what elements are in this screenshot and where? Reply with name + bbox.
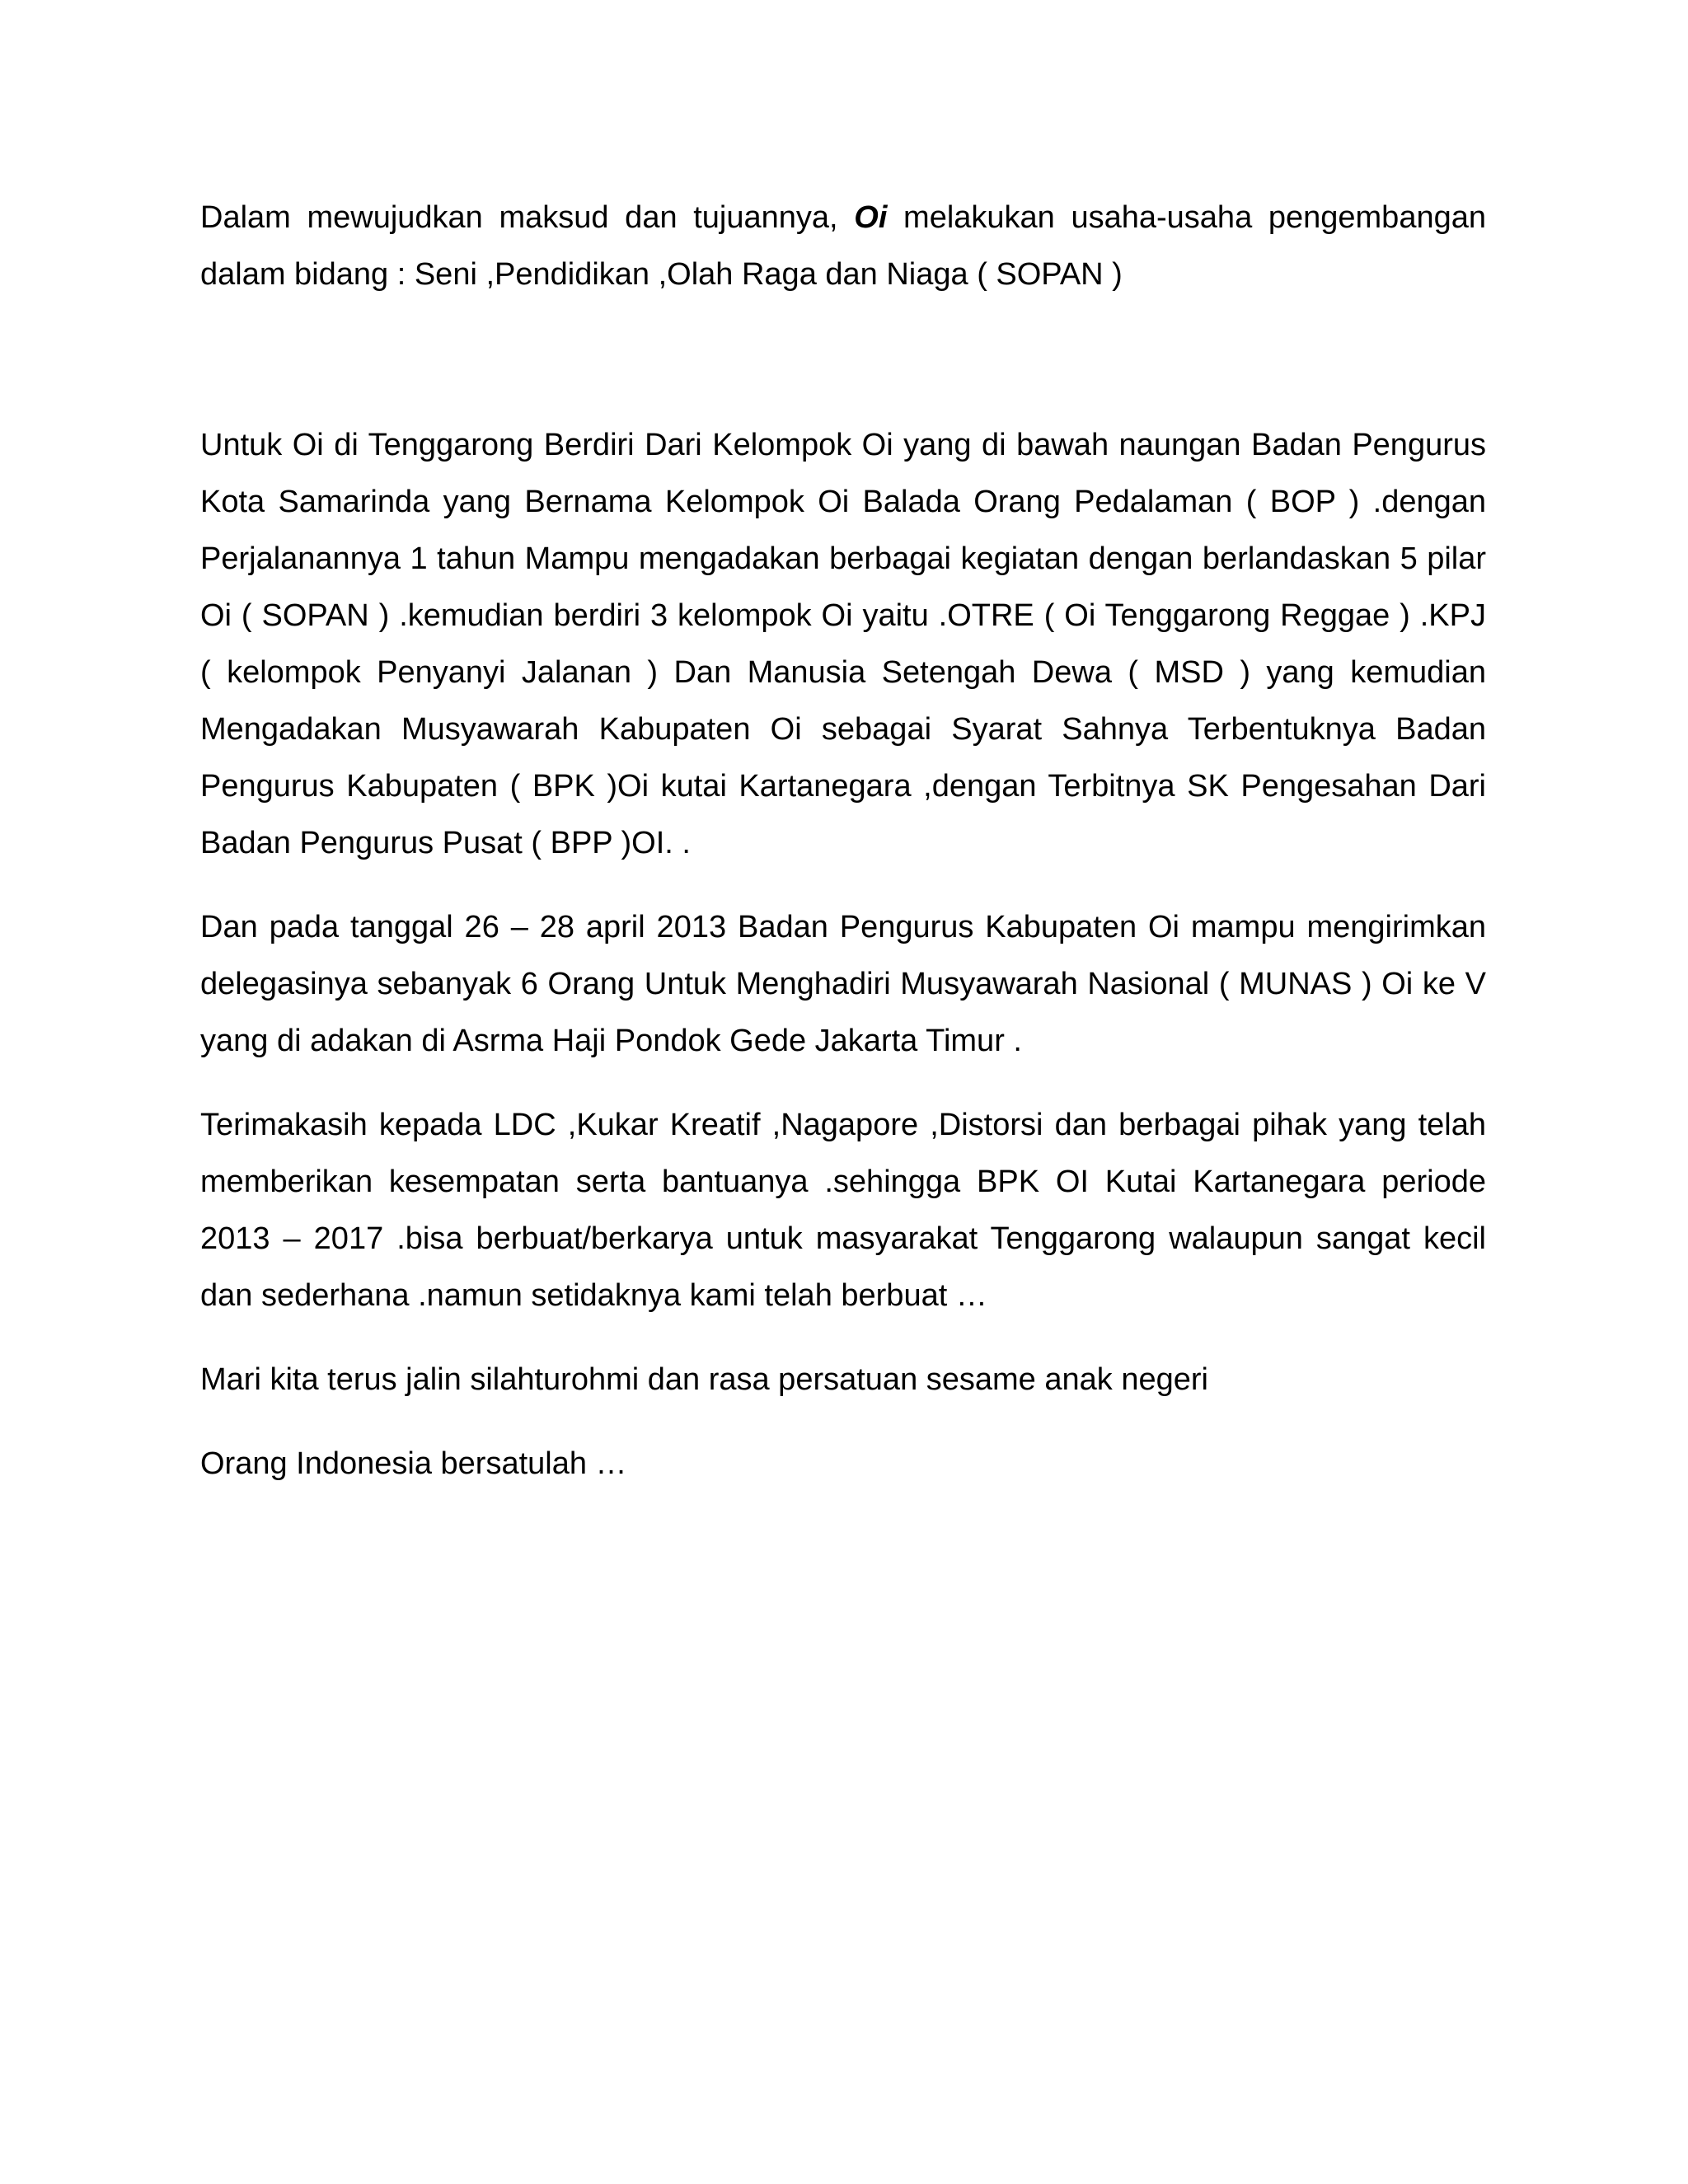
paragraph-history: Untuk Oi di Tenggarong Berdiri Dari Kelompok Oi yang di bawah naungan Badan Pengurus Kota Samarinda yang Bernama Kelompok Oi Balada Orang Pedalaman ( BOP ) .dengan Perjalanannya 1 tahun Mampu mengadakan berbagai kegiatan dengan berlandaskan 5 pilar Oi ( SOPAN ) .kemudian berdiri 3 kelompok Oi yaitu .OTRE ( Oi Tenggarong Reggae ) .KPJ ( kelompok Penyanyi Jalanan ) Dan Manusia Setengah Dewa ( MSD ) yang kemudian Mengadakan Musyawarah Kabupaten Oi sebagai Syarat Sahnya Terbentuknya Badan Pengurus Kabupaten ( BPK )Oi kutai Kartanegara ,dengan Terbitnya SK Pengesahan Dari Badan Pengurus Pusat ( BPP )OI. . xyxy=(200,428,1486,860)
paragraph-gap xyxy=(200,1408,1486,1436)
paragraph-gap xyxy=(200,1070,1486,1097)
document-body xyxy=(200,190,1486,1493)
paragraph-closing: Orang Indonesia bersatulah … xyxy=(200,1446,627,1481)
paragraph-invitation: Mari kita terus jalin silahturohmi dan rasa persatuan sesame anak negeri xyxy=(200,1362,1208,1397)
paragraph-thanks: Terimakasih kepada LDC ,Kukar Kreatif ,Nagapore ,Distorsi dan berbagai pihak yang telah memberikan kesempatan serta bantuanya .sehingga BPK OI Kutai Kartanegara periode 2013 – 2017 .bisa berbuat/berkarya untuk masyarakat Tenggarong walaupun sangat kecil dan sederhana .namun setidaknya kami telah berbuat … xyxy=(200,1108,1486,1313)
paragraph-spacer xyxy=(200,303,1486,417)
paragraph-intro xyxy=(200,190,1486,303)
oi-emphasis: Oi xyxy=(854,200,888,235)
paragraph-gap xyxy=(200,1324,1486,1352)
paragraph-intro-text-before: Dalam mewujudkan maksud dan tujuannya, xyxy=(200,200,855,235)
paragraph-munas: Dan pada tanggal 26 – 28 april 2013 Badan Pengurus Kabupaten Oi mampu mengirimkan delegasinya sebanyak 6 Orang Untuk Menghadiri Musyawarah Nasional ( MUNAS ) Oi ke V yang di adakan di Asrma Haji Pondok Gede Jakarta Timur . xyxy=(200,910,1486,1058)
paragraph-intro-text-after: melakukan usaha-usaha pengembangan dalam bidang : Seni ,Pendidikan ,Olah Raga dan Niaga ( SOPAN ) xyxy=(200,200,1486,292)
paragraph-gap xyxy=(200,872,1486,899)
